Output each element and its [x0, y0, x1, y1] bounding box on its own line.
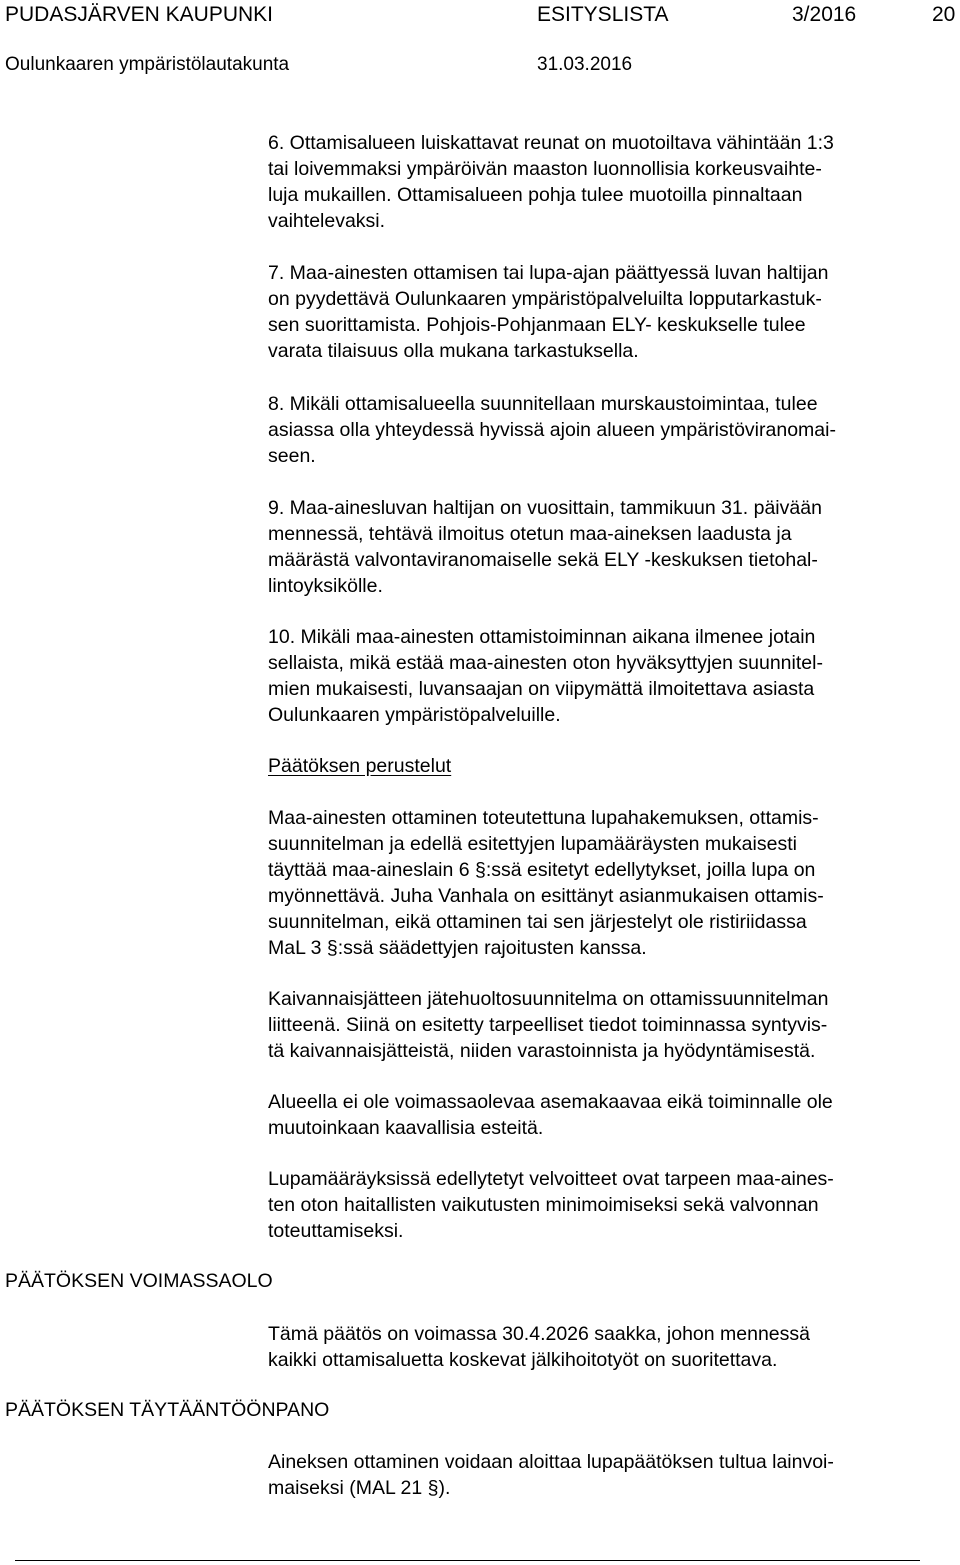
- meeting-date: 31.03.2016: [537, 54, 633, 75]
- footer-rule: [15, 1560, 920, 1561]
- enforcement-heading: PÄÄTÖKSEN TÄYTÄÄNTÖÖNPANO: [5, 1399, 330, 1421]
- obligations-paragraph: Lupamääräyksissä edellytetyt velvoitteet ovat tarpeen maa-aines- ten oton haitallisten vaikutusten minimoimiseksi sekä valvonnan toteuttamiseksi.: [268, 1168, 834, 1242]
- justification-paragraph: Maa-ainesten ottaminen toteutettuna lupahakemuksen, ottamis- suunnitelman ja edellä esitettyjen lupamääräysten mukaisesti täyttää maa-aineslain 6 §:ssä esitetyt edellytykset, joilla lupa on myönnettävä. Juha Vanhala on esittänyt asianmukaisen ottamis- suunnitelman, eikä ottaminen tai sen järjestelyt ole ristiriidassa MaL 3 §:ssä säädettyjen rajoitusten kanssa.: [268, 807, 824, 959]
- issue-number: 3/2016: [792, 3, 857, 26]
- waste-plan-paragraph: Kaivannaisjätteen jätehuoltosuunnitelma on ottamissuunnitelman liitteenä. Siinä on esitetty tarpeelliset tiedot toiminnassa syntyvis- tä kaivannaisjätteistä, niiden varastoinnista ja hyödyntämisestä.: [268, 988, 829, 1062]
- validity-paragraph: Tämä päätös on voimassa 30.4.2026 saakka, johon mennessä kaikki ottamisaluetta koskevat jälkihoitotyöt on suoritettava.: [268, 1323, 811, 1371]
- page-number: 20: [932, 3, 956, 26]
- condition-7: 7. Maa-ainesten ottamisen tai lupa-ajan päättyessä luvan haltijan on pyydettävä Oulunkaaren ympäristöpalveluilta lopputarkastuk- sen suorittamista. Pohjois-Pohjanmaan ELY- keskukselle tulee varata tilaisuus olla mukana tarkastuksella.: [268, 262, 829, 362]
- validity-heading: PÄÄTÖKSEN VOIMASSAOLO: [5, 1270, 273, 1292]
- enforcement-paragraph: Aineksen ottaminen voidaan aloittaa lupapäätöksen tultua lainvoi- maiseksi (MAL 21 §).: [268, 1451, 834, 1499]
- condition-8: 8. Mikäli ottamisalueella suunnitellaan murskaustoimintaa, tulee asiassa olla yhteydessä hyvissä ajoin alueen ympäristöviranomai- seen.: [268, 393, 836, 467]
- condition-6: 6. Ottamisalueen luiskattavat reunat on muotoiltava vähintään 1:3 tai loivemmaksi ympäröivän maaston luonnollisia korkeusvaihte- luja mukaillen. Ottamisalueen pohja tulee muotoilla pinnaltaan vaihtelevaksi.: [268, 132, 834, 232]
- committee-name: Oulunkaaren ympäristölautakunta: [5, 54, 290, 75]
- document-type: ESITYSLISTA: [537, 3, 669, 26]
- condition-9: 9. Maa-ainesluvan haltijan on vuosittain, tammikuun 31. päivään mennessä, tehtävä ilmoitus otetun maa-aineksen laadusta ja määrästä valvontaviranomaiselle sekä ELY -keskuksen tietohal- lintoyksikölle.: [268, 497, 822, 597]
- justification-heading: Päätöksen perustelut: [268, 755, 452, 777]
- zoning-paragraph: Alueella ei ole voimassaolevaa asemakaavaa eikä toiminnalle ole muutoinkaan kaavallisia esteitä.: [268, 1091, 833, 1139]
- condition-10: 10. Mikäli maa-ainesten ottamistoiminnan aikana ilmenee jotain sellaista, mikä estää maa-ainesten oton hyväksyttyjen suunnitel- mien mukaisesti, luvansaajan on viipymättä ilmoitettava asiasta Oulunkaaren ympäristöpalveluille.: [268, 626, 823, 726]
- municipality-name: PUDASJÄRVEN KAUPUNKI: [5, 3, 274, 26]
